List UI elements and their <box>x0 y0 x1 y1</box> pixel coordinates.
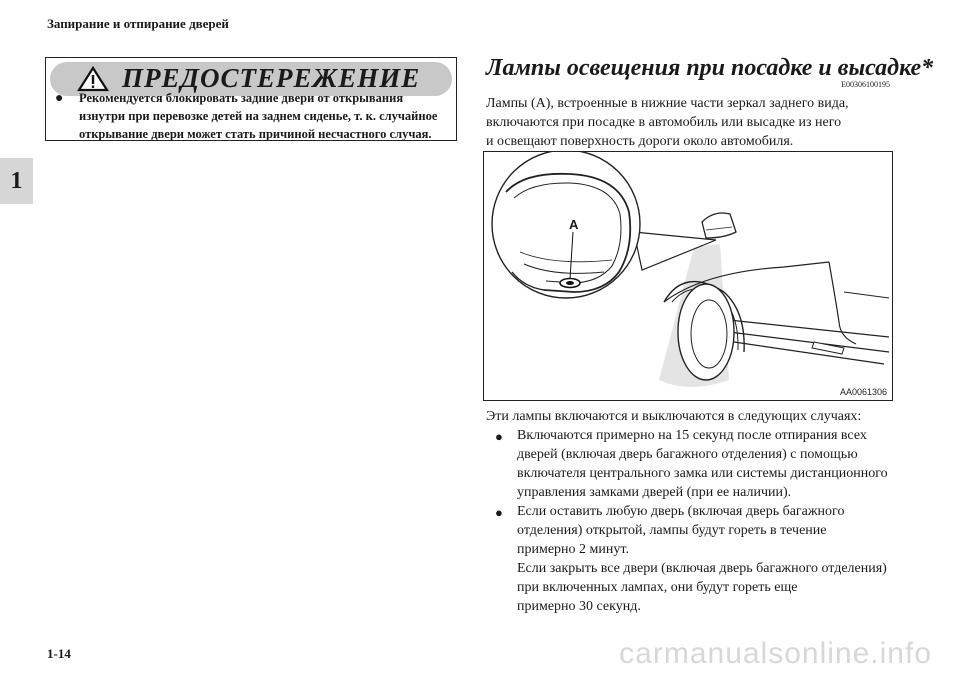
chapter-tab <box>0 158 33 204</box>
section-title: Лампы освещения при посадке и высадке* <box>486 55 934 81</box>
warning-text: Рекомендуется блокировать задние двери от открывания изнутри при перевозке детей на заднем сиденье, т. к. случайное открывание двери может стать причиной несчастного случая. <box>79 91 438 141</box>
car-illustration <box>484 152 892 400</box>
running-head: Запирание и отпирание дверей <box>47 16 229 31</box>
warning-bullet: ● <box>55 91 64 106</box>
list-bullet: ● <box>495 429 503 444</box>
body-lead: Эти лампы включаются и выключаются в следующих случаях: <box>486 409 862 424</box>
watermark: carmanualsonline.info <box>619 637 932 670</box>
section-code: E00306100195 <box>841 80 890 89</box>
mirror-lamp-illustration <box>483 151 893 401</box>
intro-paragraph: Лампы (A), встроенные в нижние части зеркал заднего вида, включаются при посадке в автомобиль или высадке из него и освещают поверхность дороги около автомобиля. <box>486 96 849 149</box>
list-bullet: ● <box>495 505 503 520</box>
list-item-text: Включаются примерно на 15 секунд после отпирания всех дверей (включая дверь багажного отделения) с помощью включателя центрального замка или системы дистанционного управления замками дверей (при ее наличии). <box>517 428 888 500</box>
callout-label-a: A <box>569 217 579 232</box>
figure-code: AA0061306 <box>839 387 887 397</box>
chapter-number: 1 <box>10 167 23 194</box>
page-number: 1-14 <box>47 646 71 661</box>
warning-title: ПРЕДОСТЕРЕЖЕНИЕ <box>122 63 421 93</box>
list-item-text: Если оставить любую дверь (включая дверь багажного отделения) открытой, лампы будут гореть в течение примерно 2 минут. Если закрыть все двери (включая дверь багажного отделения) при включенных лампах, они будут гореть еще примерно 30 секунд. <box>517 504 887 614</box>
